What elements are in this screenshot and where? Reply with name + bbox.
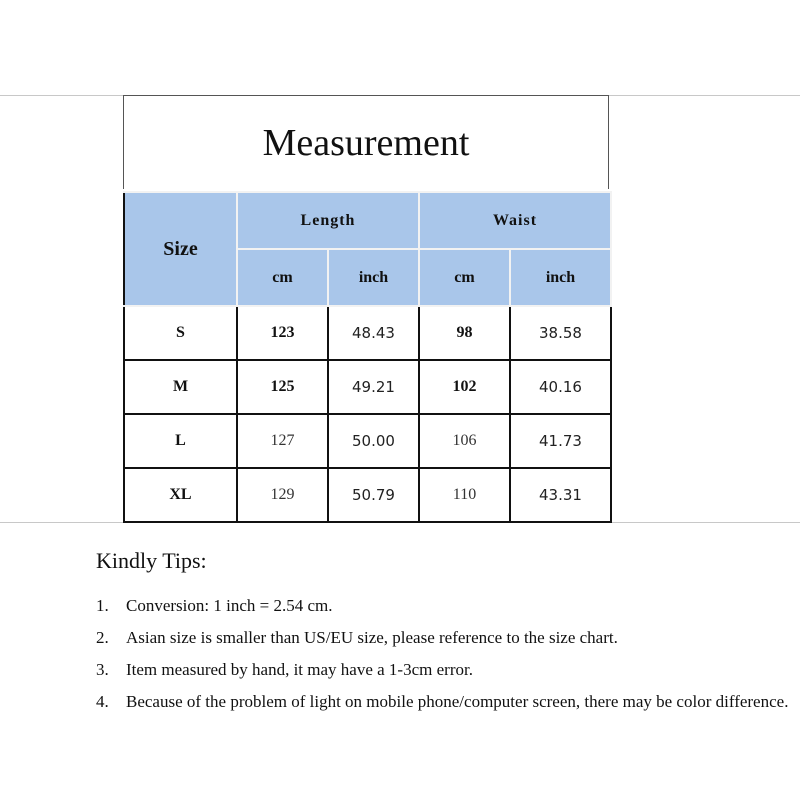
list-item [96,686,796,718]
table-row [124,360,611,414]
length-cm-cell: 127 [237,414,328,468]
tip-number: 2. [96,628,109,647]
size-header: Size [124,192,237,306]
length-header: Length [237,192,419,249]
list-item [96,590,796,622]
size-chart-table [123,191,612,523]
tip-text: Because of the problem of light on mobile phone/computer screen, there may be color difference. [126,692,789,711]
waist-cm-cell: 102 [419,360,510,414]
tips-list [96,590,796,718]
table-row [124,468,611,522]
waist-inch-cell: 38.58 [510,306,611,360]
size-cell: S [124,306,237,360]
waist-cm-cell: 110 [419,468,510,522]
unit-header: cm [237,249,328,306]
tip-number: 3. [96,660,109,679]
length-cm-cell: 129 [237,468,328,522]
waist-inch-cell: 43.31 [510,468,611,522]
unit-header: cm [419,249,510,306]
unit-header: inch [510,249,611,306]
size-cell: XL [124,468,237,522]
size-cell: M [124,360,237,414]
table-row [124,306,611,360]
waist-cm-cell: 98 [419,306,510,360]
length-inch-cell: 49.21 [328,360,419,414]
tip-number: 4. [96,692,109,711]
length-cm-cell: 125 [237,360,328,414]
tip-text: Item measured by hand, it may have a 1-3cm error. [126,660,473,679]
tips-title: Kindly Tips: [96,548,207,573]
length-inch-cell: 50.00 [328,414,419,468]
list-item [96,654,796,686]
title-box [123,95,609,189]
length-inch-cell: 50.79 [328,468,419,522]
waist-cm-cell: 106 [419,414,510,468]
page-title: Measurement [262,121,470,164]
waist-inch-cell: 40.16 [510,360,611,414]
length-inch-cell: 48.43 [328,306,419,360]
table-row [124,414,611,468]
unit-header: inch [328,249,419,306]
waist-header: Waist [419,192,611,249]
tip-number: 1. [96,596,109,615]
length-cm-cell: 123 [237,306,328,360]
size-cell: L [124,414,237,468]
tips-section [96,548,796,718]
waist-inch-cell: 41.73 [510,414,611,468]
tip-text: Conversion: 1 inch = 2.54 cm. [126,596,333,615]
list-item [96,622,796,654]
tip-text: Asian size is smaller than US/EU size, please reference to the size chart. [126,628,618,647]
